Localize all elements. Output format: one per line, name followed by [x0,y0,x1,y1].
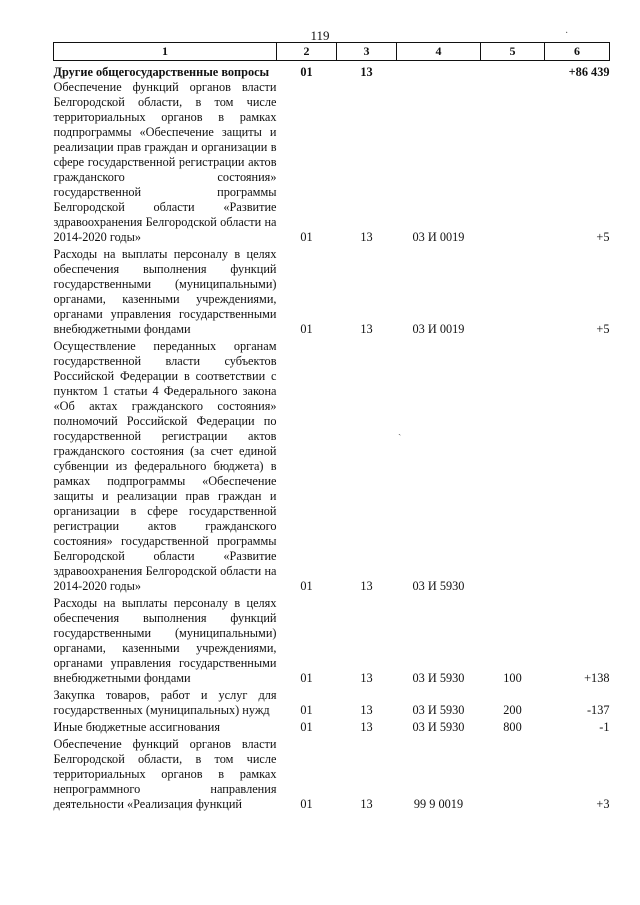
column-header: 5 [481,43,545,61]
amount-value: -137 [586,703,610,717]
section-code: 01 [300,65,313,79]
expense-type-code: 200 [503,703,522,717]
expense-type-code: 100 [503,671,522,685]
subsection-code: 13 [360,671,373,685]
budget-table [53,42,610,812]
subsection-code: 13 [360,720,373,734]
subsection-code: 13 [360,797,373,811]
amount-value: +86 439 [568,65,610,79]
expense-type-code: 800 [503,720,522,734]
expense-type-code [481,735,545,812]
subsection-code: 13 [360,579,373,593]
target-article-code: 03 И 5930 [412,671,465,685]
expense-type-code [481,80,545,245]
target-article-code: 03 И 5930 [412,579,465,593]
target-article-code: 03 И 5930 [412,703,465,717]
row-description: Другие общегосударственные вопросы [53,65,270,79]
column-header: 4 [397,43,481,61]
amount-value: +138 [584,671,610,685]
column-header: 6 [545,43,610,61]
table-row [54,337,610,594]
amount-value: +5 [596,322,610,336]
target-article-code: 03 И 0019 [412,230,465,244]
table-row [54,80,610,245]
expense-type-code [481,337,545,594]
column-header: 1 [54,43,277,61]
row-description: Расходы на выплаты персоналу в целях обеспечения выполнения функций государственными (муниципальными) органами, казенными учреждениями, органами управления государственными внебюджетными фондами [53,596,277,685]
column-header: 3 [337,43,397,61]
page-number: 119 [310,28,330,43]
table-row [54,735,610,812]
table-row [54,61,610,81]
amount-value: +3 [596,797,610,811]
section-code: 01 [300,797,313,811]
subsection-code: 13 [360,322,373,336]
target-article-code: 03 И 5930 [412,720,465,734]
row-description: Обеспечение функций органов власти Белгородской области, в том числе территориальных органов в рамках непрограммного направления деятельности «Реализация функций [53,737,277,811]
target-article-code: 99 9 0019 [413,797,464,811]
row-description: Обеспечение функций органов власти Белгородской области, в том числе территориальных органов в рамках подпрограммы «Обеспечение защиты и реализации прав граждан и организации в сфере государственной регистрации актов гражданского состояния» государственной программы Белгородской области «Развитие здравоохранения Белгородской области на 2014-2020 годы» [53,80,277,244]
column-header: 2 [277,43,337,61]
section-code: 01 [300,230,313,244]
amount-value [545,337,610,594]
expense-type-code [481,61,545,81]
table-header-row [54,43,610,61]
target-article-code [397,61,481,81]
table-row [54,594,610,686]
table-row [54,718,610,735]
row-description: Осуществление переданных органам государственной власти субъектов Российской Федерации в соответствии с пунктом 1 статьи 4 Федерального закона «Об актах гражданского состояния» полномочий Российской Федерации по государственной регистрации актов гражданского состояния (за счет единой субвенции из федерального бюджета) в рамках подпрограммы «Обеспечение защиты и реализации прав граждан и организации в сфере государственной регистрации актов гражданского состояния» государственной программы Белгородской области «Развитие здравоохранения Белгородской области на 2014-2020 годы» [53,339,277,593]
scan-mark: ˎ [398,425,402,436]
row-description: Иные бюджетные ассигнования [53,720,221,734]
section-code: 01 [300,579,313,593]
expense-type-code [481,245,545,337]
subsection-code: 13 [360,703,373,717]
section-code: 01 [300,322,313,336]
section-code: 01 [300,720,313,734]
table-row [54,245,610,337]
row-description: Расходы на выплаты персоналу в целях обеспечения выполнения функций государственными (муниципальными) органами, казенными учреждениями, органами управления государственными внебюджетными фондами [53,247,277,336]
table-row [54,686,610,718]
target-article-code: 03 И 0019 [412,322,465,336]
amount-value: +5 [596,230,610,244]
amount-value: -1 [599,720,610,734]
row-description: Закупка товаров, работ и услуг для государственных (муниципальных) нужд [53,688,277,717]
section-code: 01 [300,671,313,685]
subsection-code: 13 [360,230,373,244]
scan-mark: · [565,28,569,39]
subsection-code: 13 [360,65,373,79]
section-code: 01 [300,703,313,717]
